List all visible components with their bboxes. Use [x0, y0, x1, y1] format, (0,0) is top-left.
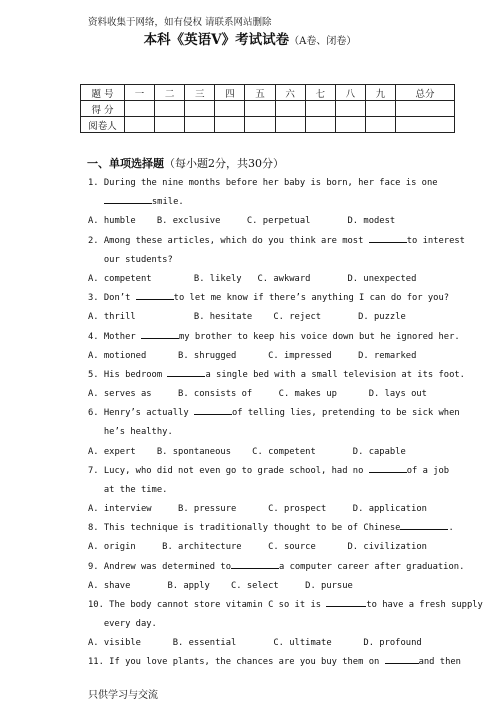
score-cell: [245, 117, 275, 133]
question-line: [88, 653, 460, 672]
score-cell: 九: [365, 85, 395, 101]
score-table-score-row: [81, 101, 455, 117]
section-heading: [87, 155, 284, 171]
question-line: [88, 366, 465, 385]
score-table: [80, 84, 455, 133]
section-note: （每小题2分，共30分）: [164, 157, 284, 170]
score-cell: [185, 117, 215, 133]
question-text: 11. If you love plants, the chances are you buy them on: [88, 657, 385, 667]
question-text: of a job: [406, 466, 450, 476]
score-cell: 七: [305, 85, 335, 101]
options-line: A. shave B. apply C. select D. pursue: [88, 581, 353, 591]
question-line: our students?: [88, 255, 173, 265]
score-cell: [305, 101, 335, 117]
score-cell: [335, 101, 365, 117]
score-table-grader-row: [81, 117, 455, 133]
question-line: [88, 193, 460, 212]
question-text: 5. His bedroom: [88, 370, 168, 380]
question-line: [88, 404, 460, 423]
answer-blank[interactable]: [136, 289, 174, 300]
answer-blank[interactable]: [141, 328, 179, 339]
question-text: 7. Lucy, who did not even go to grade school, had no: [88, 466, 369, 476]
question-text: and then: [418, 657, 461, 667]
question-text: 3. Don’t: [88, 293, 136, 303]
score-row-label: 得 分: [81, 101, 125, 117]
score-cell: 四: [215, 85, 245, 101]
exam-title: [0, 28, 500, 48]
score-cell: [396, 117, 455, 133]
answer-blank[interactable]: [104, 193, 152, 204]
score-cell: 五: [245, 85, 275, 101]
score-table-header-row: [81, 85, 455, 101]
score-cell: [125, 117, 155, 133]
question-line: [88, 462, 460, 481]
answer-blank[interactable]: [167, 366, 205, 377]
exam-title-main: 本科《英语Ⅴ》考试试卷: [143, 32, 290, 48]
score-cell: [125, 101, 155, 117]
question-text: to have a fresh supply: [366, 600, 483, 610]
options-line: A. origin B. architecture C. source D. civilization: [88, 542, 427, 552]
question-text: smile.: [151, 197, 184, 207]
question-text: 4. Mother: [88, 332, 141, 342]
question-text: 6. Henry’s actually: [88, 408, 194, 418]
section-title: 一、单项选择题: [87, 157, 164, 170]
answer-blank[interactable]: [369, 462, 407, 473]
score-cell: [396, 101, 455, 117]
question-text: 2. Among these articles, which do you think are most: [88, 236, 369, 246]
options-line: A. thrill B. hesitate C. reject D. puzzle: [88, 312, 406, 322]
score-cell: 题 号: [81, 85, 125, 101]
question-text: to let me know if there’s anything I can do for you?: [173, 293, 450, 303]
question-text: of telling lies, pretending to be sick when: [231, 408, 460, 418]
score-cell: 八: [335, 85, 365, 101]
score-cell: 二: [155, 85, 185, 101]
answer-blank[interactable]: [194, 404, 232, 415]
answer-blank[interactable]: [400, 519, 448, 530]
score-cell: 总分: [396, 85, 455, 101]
question-text: my brother to keep his voice down but he ignored her.: [178, 332, 460, 342]
question-text: 8. This technique is traditionally thought to be of Chinese: [88, 523, 401, 533]
answer-blank[interactable]: [231, 558, 279, 569]
question-line: 1. During the nine months before her baby is born, her face is one: [88, 178, 438, 188]
score-cell: 一: [125, 85, 155, 101]
score-cell: [155, 101, 185, 117]
score-cell: [275, 101, 305, 117]
question-line: every day.: [88, 619, 157, 629]
options-line: A. motioned B. shrugged C. impressed D. remarked: [88, 351, 417, 361]
question-text: 10. The body cannot store vitamin C so it is: [88, 600, 327, 610]
question-text: a computer career after graduation.: [279, 562, 465, 572]
question-line: [88, 596, 483, 615]
options-line: A. interview B. pressure C. prospect D. application: [88, 504, 427, 514]
question-text: a single bed with a small television at its foot.: [205, 370, 465, 380]
options-line: A. visible B. essential C. ultimate D. profound: [88, 638, 422, 648]
answer-blank[interactable]: [369, 232, 407, 243]
score-cell: 三: [185, 85, 215, 101]
question-text: .: [448, 523, 454, 533]
answer-blank[interactable]: [385, 653, 419, 664]
header-watermark: 资料收集于网络，如有侵权 请联系网站删除: [88, 17, 272, 28]
score-cell: [365, 101, 395, 117]
score-cell: [245, 101, 275, 117]
options-line: A. expert B. spontaneous C. competent D. capable: [88, 447, 406, 457]
options-line: A. competent B. likely C. awkward D. unexpected: [88, 274, 417, 284]
question-text: 9. Andrew was determined to: [88, 562, 231, 572]
question-line: [88, 519, 460, 538]
grader-row-label: 阅卷人: [81, 117, 125, 133]
question-text: to interest: [406, 236, 465, 246]
score-cell: [365, 117, 395, 133]
score-cell: [305, 117, 335, 133]
score-cell: [215, 117, 245, 133]
exam-title-sub: （A卷、闭卷）: [289, 36, 357, 47]
options-line: A. humble B. exclusive C. perpetual D. modest: [88, 216, 396, 226]
question-line: [88, 289, 460, 308]
question-line: [88, 558, 465, 577]
score-cell: [185, 101, 215, 117]
question-line: he’s healthy.: [88, 427, 173, 437]
score-cell: [335, 117, 365, 133]
question-line: [88, 232, 465, 251]
score-cell: 六: [275, 85, 305, 101]
answer-blank[interactable]: [326, 596, 366, 607]
score-cell: [275, 117, 305, 133]
options-line: A. serves as B. consists of C. makes up D. lays out: [88, 389, 427, 399]
score-cell: [155, 117, 185, 133]
question-line: at the time.: [88, 485, 168, 495]
footer-watermark: 只供学习与交流: [88, 690, 158, 701]
score-cell: [215, 101, 245, 117]
question-line: [88, 328, 460, 347]
